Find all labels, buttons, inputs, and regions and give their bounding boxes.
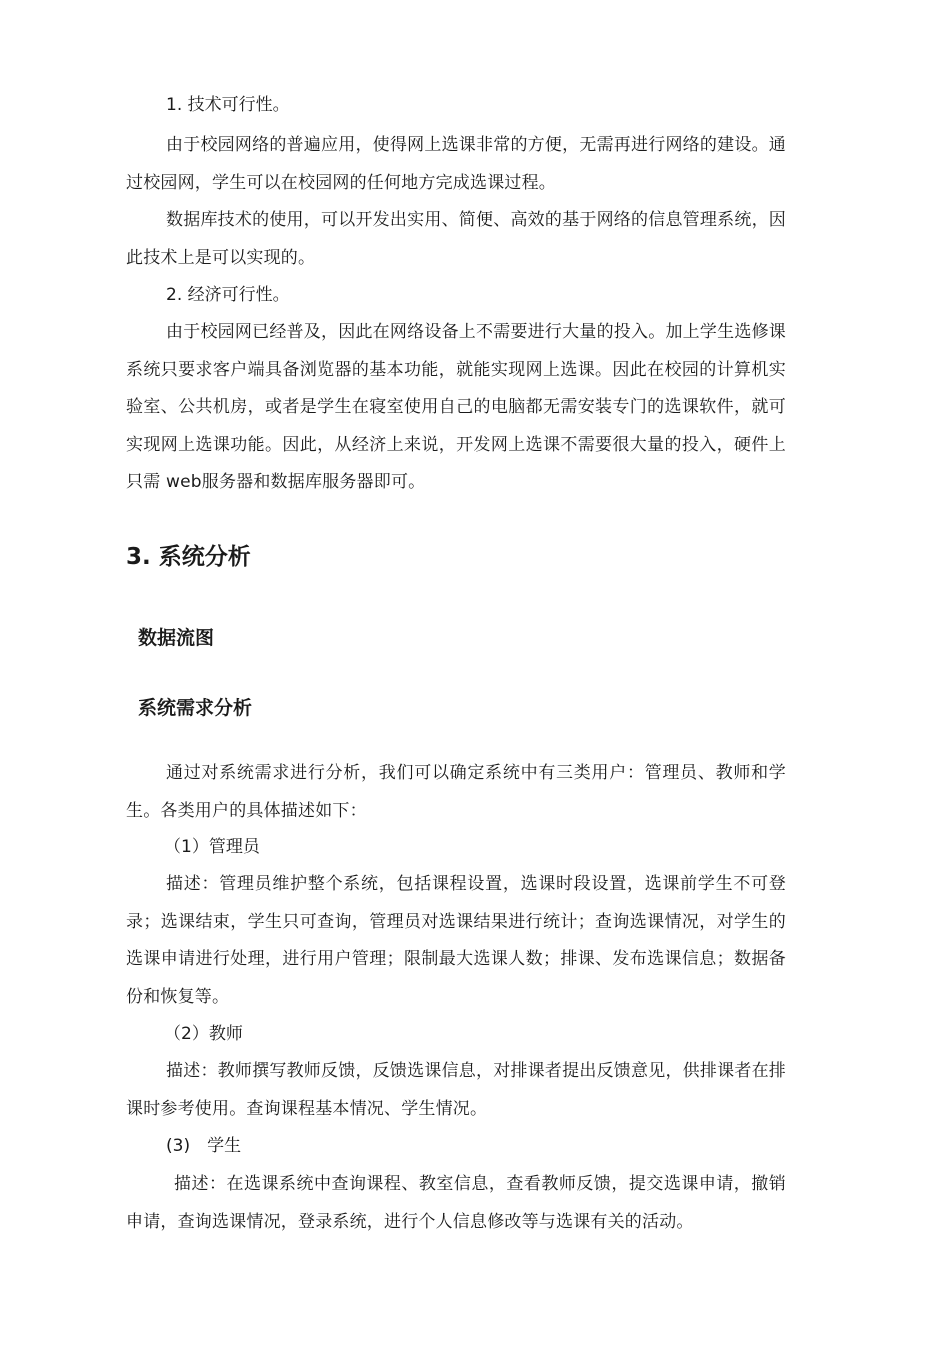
econ-feasibility-heading: 2. 经济可行性。 [166, 285, 290, 305]
section-title-system-analysis: 3. 系统分析 [126, 544, 251, 570]
role-label-teacher: （2）教师 [164, 1024, 243, 1044]
heading-requirements-analysis: 系统需求分析 [138, 697, 253, 719]
tech-feasibility-heading: 1. 技术可行性。 [166, 95, 290, 115]
role-desc-teacher: 描述：教师撰写教师反馈，反馈选课信息，对排课者提出反馈意见，供排课者在排课时参考使用。查询课程基本情况、学生情况。 [126, 1061, 786, 1119]
tech-feasibility-paragraph-2: 数据库技术的使用，可以开发出实用、简便、高效的基于网络的信息管理系统，因此技术上是可以实现的。 [126, 210, 786, 268]
role-label-admin: （1）管理员 [164, 837, 260, 857]
requirements-intro-paragraph: 通过对系统需求进行分析，我们可以确定系统中有三类用户：管理员、教师和学生。各类用户的具体描述如下： [126, 763, 786, 821]
role-desc-admin: 描述：管理员维护整个系统，包括课程设置，选课时段设置，选课前学生不可登录；选课结束，学生只可查询，管理员对选课结果进行统计；查询选课情况，对学生的选课申请进行处理，进行用户管理；限制最大选课人数；排课、发布选课信息；数据备份和恢复等。 [126, 874, 786, 1007]
role-desc-student: 描述：在选课系统中查询课程、教室信息，查看教师反馈，提交选课申请，撤销申请，查询选课情况，登录系统，进行个人信息修改等与选课有关的活动。 [126, 1174, 786, 1232]
heading-data-flow-diagram: 数据流图 [138, 627, 215, 649]
econ-feasibility-paragraph: 由于校园网已经普及，因此在网络设备上不需要进行大量的投入。加上学生选修课系统只要求客户端具备浏览器的基本功能，就能实现网上选课。因此在校园的计算机实验室、公共机房，或者是学生在寝室使用自己的电脑都无需安装专门的选课软件，就可实现网上选课功能。因此，从经济上来说，开发网上选课不需要很大量的投入，硬件上只需 web服务器和数据库服务器即可。 [126, 322, 786, 492]
tech-feasibility-paragraph-1: 由于校园网络的普遍应用，使得网上选课非常的方便，无需再进行网络的建设。通过校园网，学生可以在校园网的任何地方完成选课过程。 [126, 135, 786, 193]
role-label-student: (3) 学生 [166, 1136, 242, 1156]
